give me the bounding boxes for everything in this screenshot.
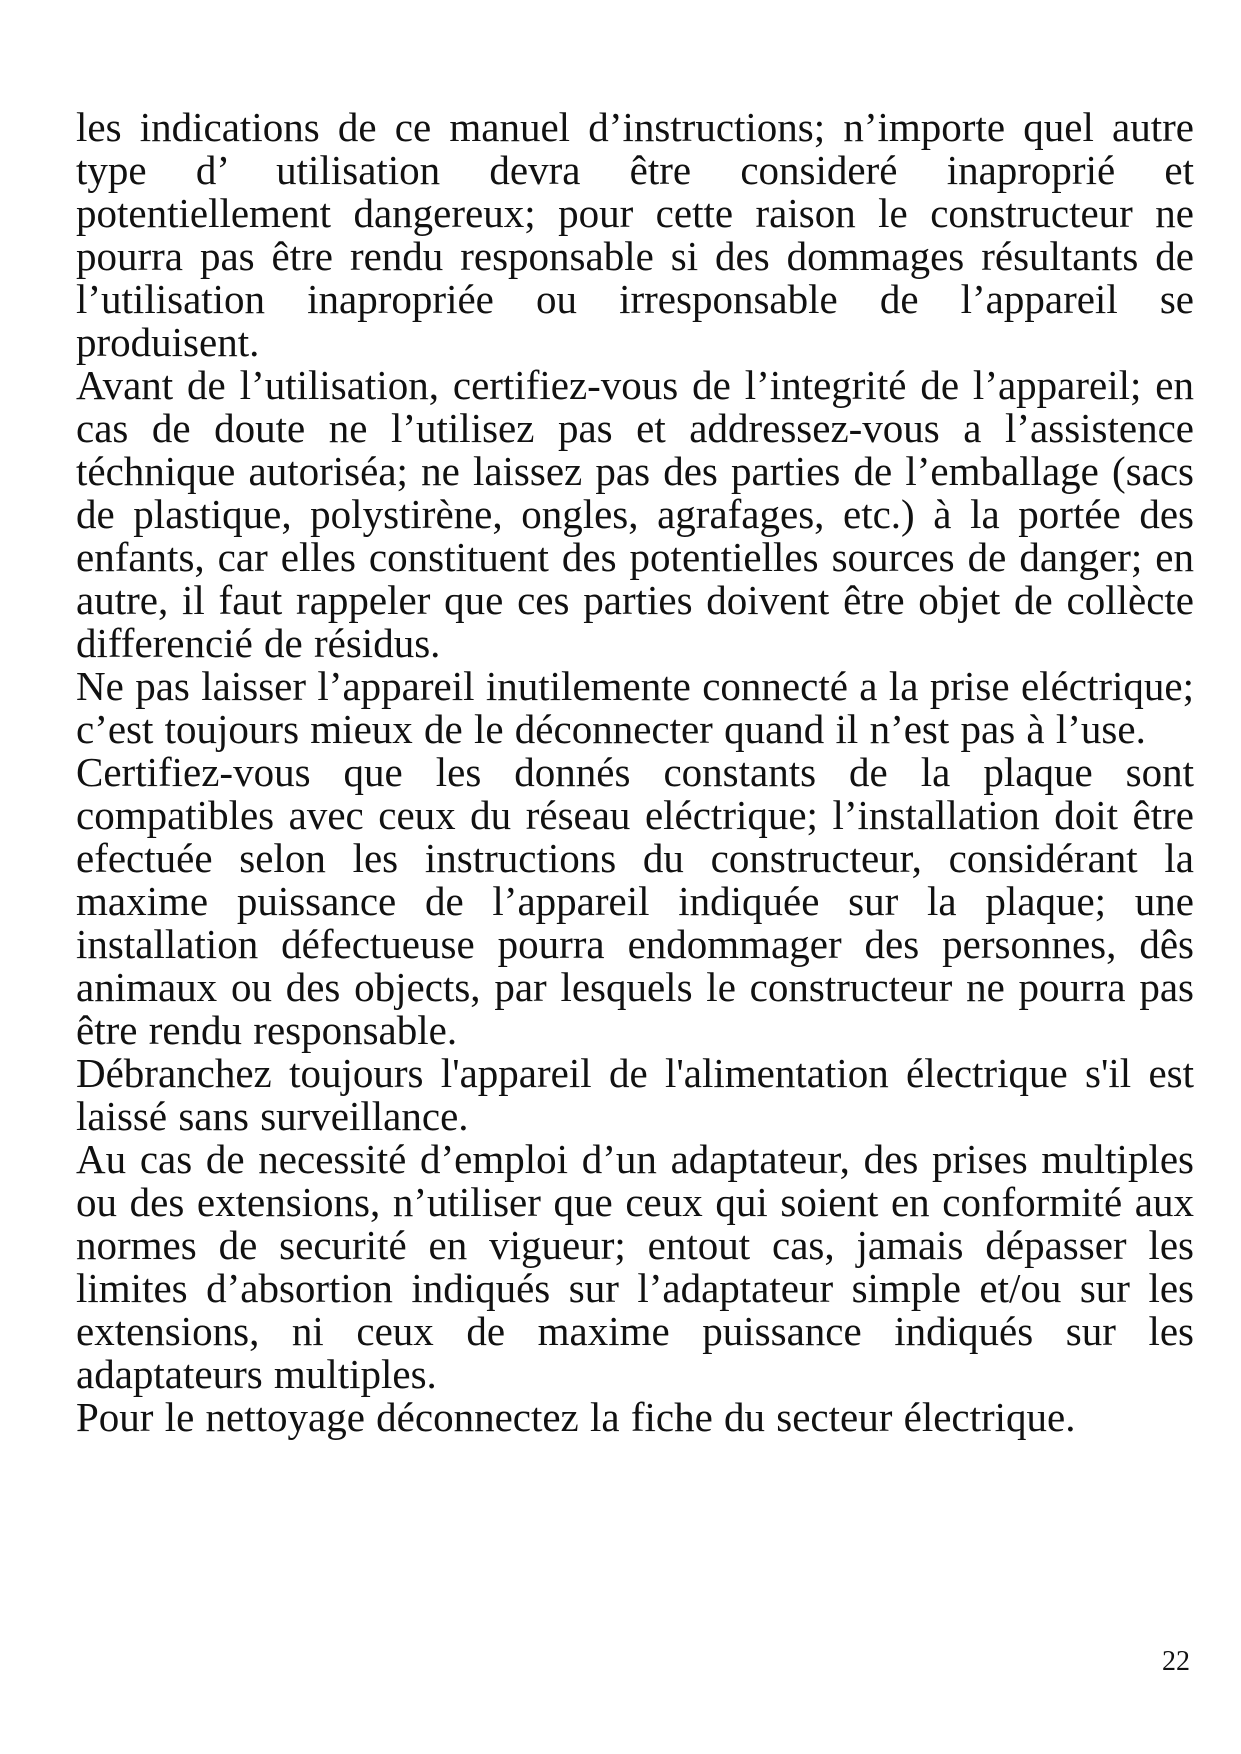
paragraph-unplug-when-unused: Ne pas laisser l’appareil inutilemente connecté a la prise eléctrique; c’est toujours mieux de le déconnecter quand il n’est pas à l’use. <box>76 663 1194 752</box>
paragraph-unattended: Débranchez toujours l'appareil de l'alimentation électrique s'il est laissé sans surveillance. <box>76 1050 1194 1139</box>
paragraph-rating-plate: Certifiez-vous que les donnés constants de la plaque sont compatibles avec ceux du réseau eléctrique; l’installation doit être efectuée selon les instructions du constructeur, considérant la maxime puissance de l’appareil indiquée sur la plaque; une installation défectueuse pourra endommager des personnes, dês animaux ou des objects, par lesquels le constructeur ne pourra pas être rendu responsable. <box>76 749 1194 1053</box>
paragraph-adapters: Au cas de necessité d’emploi d’un adaptateur, des prises multiples ou des extensions, n’utiliser que ceux qui soient en conformité aux normes de securité en vigueur; entout cas, jamais dépasser les limites d’absortion indiqués sur l’adaptateur simple et/ou sur les extensions, ni ceux de maxime puissance indiqués sur les adaptateurs multiples. <box>76 1136 1194 1397</box>
page-number: 22 <box>1162 1646 1190 1677</box>
paragraph-integrity-check: Avant de l’utilisation, certifiez-vous de l’integrité de l’appareil; en cas de doute ne l’utilisez pas et addressez-vous a l’assistence téchnique autoriséa; ne laissez pas des parties de l’emballage (sacs de plastique, polystirène, ongles, agrafages, etc.) à la portée des enfants, car elles constituent des potentielles sources de danger; en autre, il faut rappeler que ces parties doivent être objet de collècte differencié de résidus. <box>76 362 1194 666</box>
paragraph-cleaning: Pour le nettoyage déconnectez la fiche du secteur électrique. <box>76 1394 1076 1440</box>
paragraph-usage-warning: les indications de ce manuel d’instructions; n’importe quel autre type d’ utilisation devra être consideré inaproprié et potentiellement dangereux; pour cette raison le constructeur ne pourra pas être rendu responsable si des dommages résultants de l’utilisation inapropriée ou irresponsable de l’appareil se produisent. <box>76 104 1194 365</box>
body-text <box>76 106 1194 1439</box>
